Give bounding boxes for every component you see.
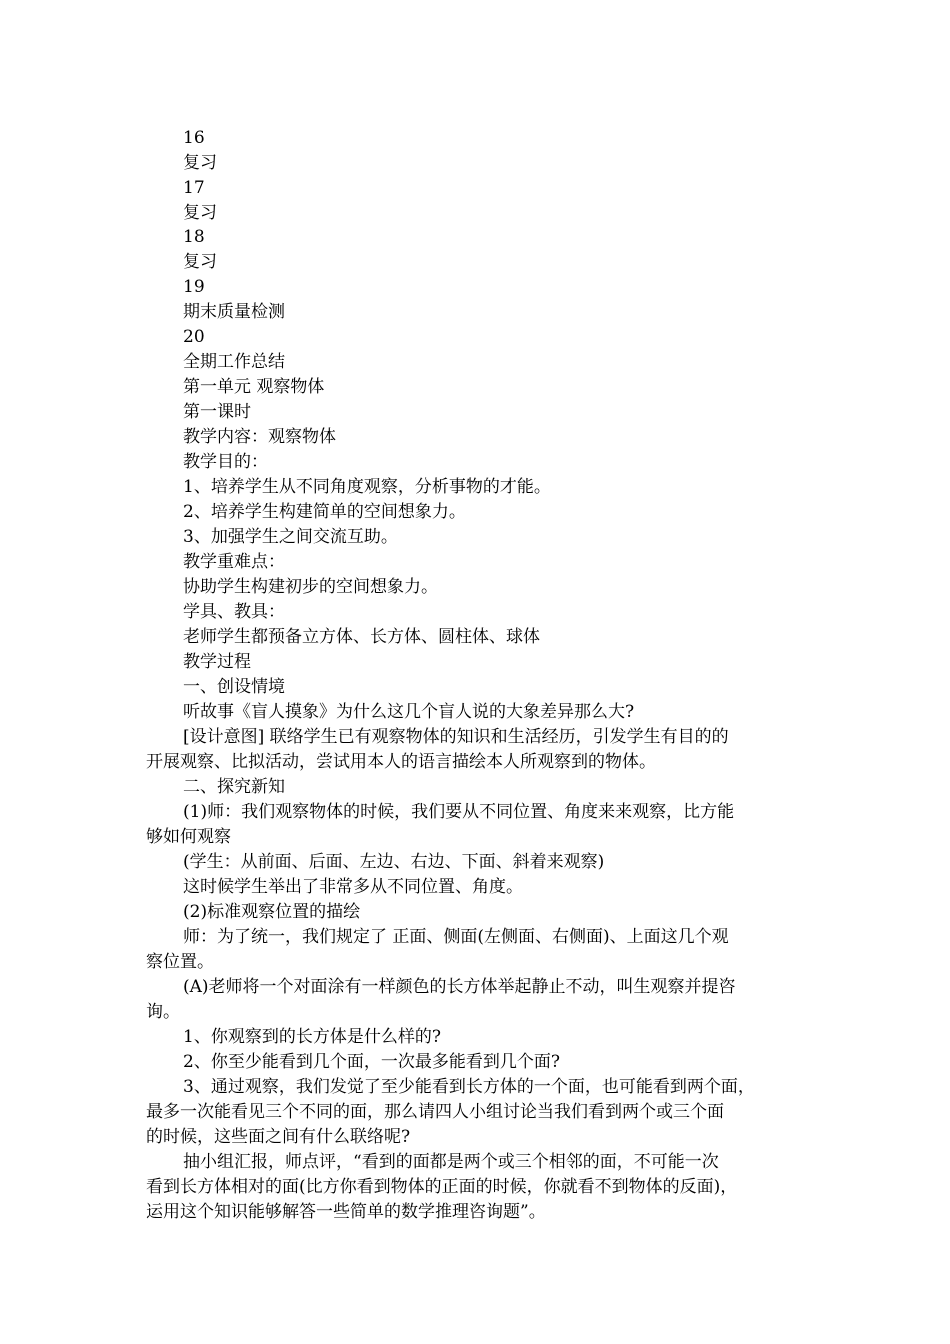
process-heading: 教学过程 <box>183 652 251 672</box>
paragraph-continuation: 的时候，这些面之间有什么联络呢? <box>146 1127 411 1147</box>
week-number: 17 <box>183 178 205 198</box>
tools-heading: 学具、教具： <box>183 602 285 622</box>
question-item: 1、你观察到的长方体是什么样的? <box>183 1027 441 1047</box>
week-number: 20 <box>183 327 205 347</box>
week-task: 复习 <box>183 252 217 272</box>
week-task: 期末质量检测 <box>183 302 285 322</box>
paragraph: 抽小组汇报，师点评，“看到的面都是两个或三个相邻的面，不可能一次 <box>183 1152 719 1172</box>
paragraph-continuation: 最多一次能看见三个不同的面，那么请四人小组讨论当我们看到两个或三个面 <box>146 1102 724 1122</box>
week-number: 16 <box>183 128 205 148</box>
paragraph-continuation: 够如何观察 <box>146 827 231 847</box>
paragraph: (A)老师将一个对面涂有一样颜色的长方体举起静止不动，叫生观察并提咨 <box>183 977 736 997</box>
section-title: 一、创设情境 <box>183 677 285 697</box>
lesson-content: 教学内容：观察物体 <box>183 427 336 447</box>
goal-item: 3、加强学生之间交流互助。 <box>183 527 398 547</box>
paragraph-continuation: 看到长方体相对的面(比方你看到物体的正面的时候，你就看不到物体的反面)， <box>146 1177 738 1197</box>
tools-text: 老师学生都预备立方体、长方体、圆柱体、球体 <box>183 627 540 647</box>
paragraph: 这时候学生举出了非常多从不同位置、角度。 <box>183 877 523 897</box>
paragraph: [设计意图] 联络学生已有观察物体的知识和生活经历，引发学生有目的的 <box>183 727 729 747</box>
lesson-number: 第一课时 <box>183 402 251 422</box>
section-title: 二、探究新知 <box>183 777 285 797</box>
key-point: 协助学生构建初步的空间想象力。 <box>183 577 438 597</box>
paragraph-continuation: 运用这个知识能够解答一些简单的数学推理咨询题”。 <box>146 1202 546 1222</box>
unit-title: 第一单元 观察物体 <box>183 377 325 397</box>
paragraph: 听故事《盲人摸象》为什么这几个盲人说的大象差异那么大? <box>183 702 635 722</box>
key-heading: 教学重难点： <box>183 552 285 572</box>
goal-item: 1、培养学生从不同角度观察，分析事物的才能。 <box>183 477 551 497</box>
paragraph: (1)师：我们观察物体的时候，我们要从不同位置、角度来来观察，比方能 <box>183 802 735 822</box>
paragraph-continuation: 询。 <box>146 1002 180 1022</box>
paragraph: (学生：从前面、后面、左边、右边、下面、斜着来观察) <box>183 852 605 872</box>
paragraph-continuation: 开展观察、比拟活动，尝试用本人的语言描绘本人所观察到的物体。 <box>146 752 656 772</box>
question-item: 2、你至少能看到几个面，一次最多能看到几个面? <box>183 1052 560 1072</box>
paragraph: 师：为了统一，我们规定了 正面、侧面(左侧面、右侧面)、上面这几个观 <box>183 927 729 947</box>
week-number: 19 <box>183 277 205 297</box>
question-item: 3、通过观察，我们发觉了至少能看到长方体的一个面，也可能看到两个面， <box>183 1077 755 1097</box>
week-task: 复习 <box>183 153 217 173</box>
week-number: 18 <box>183 227 205 247</box>
week-task: 复习 <box>183 203 217 223</box>
paragraph: (2)标准观察位置的描绘 <box>183 902 361 922</box>
goal-item: 2、培养学生构建简单的空间想象力。 <box>183 502 466 522</box>
week-task: 全期工作总结 <box>183 352 285 372</box>
goals-heading: 教学目的： <box>183 452 268 472</box>
paragraph-continuation: 察位置。 <box>146 952 214 972</box>
